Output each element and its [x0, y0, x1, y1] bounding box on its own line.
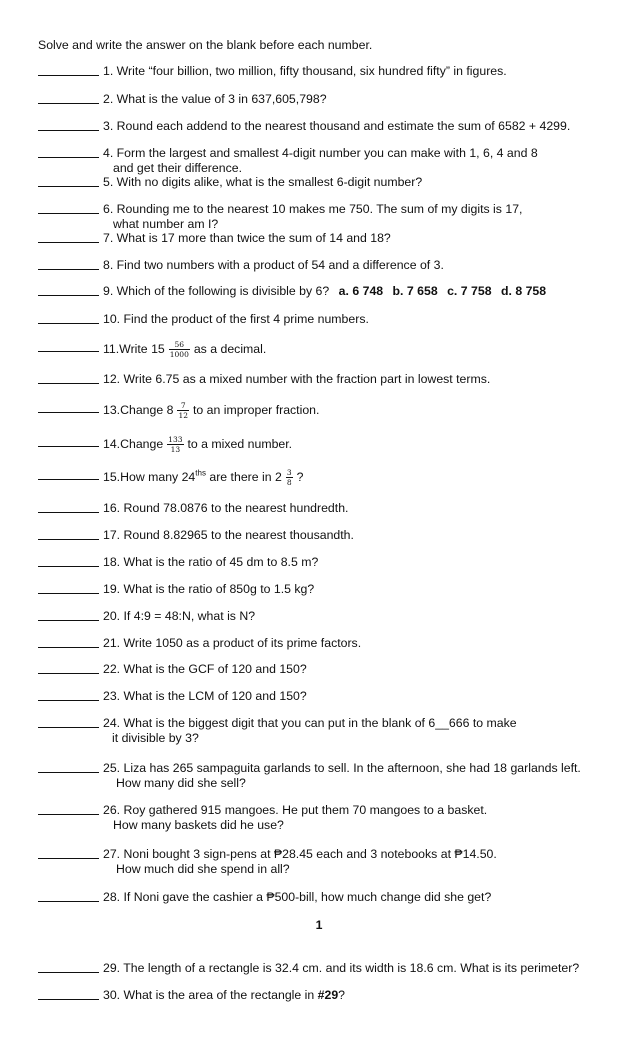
question-text-pre: 14.Change: [103, 436, 164, 451]
answer-blank-7[interactable]: [38, 242, 99, 243]
question-text-post: as a decimal.: [193, 341, 267, 356]
question-11: [38, 340, 602, 359]
fraction-numerator: 56: [169, 340, 190, 350]
question-7: [38, 231, 602, 246]
question-8: [38, 258, 602, 273]
question-15: [38, 468, 602, 487]
fraction-denominator: 8: [286, 478, 292, 487]
question-22: [38, 662, 602, 677]
question-text-pre: 15.How many 24: [103, 469, 196, 484]
option-c: c. 7 758: [447, 284, 492, 298]
question-26: [38, 803, 602, 833]
question-text-continued: How much did she spend in all?: [116, 862, 290, 876]
fraction-numerator: 133: [168, 435, 183, 444]
question-9: [38, 284, 602, 299]
answer-blank-6[interactable]: [38, 213, 99, 214]
answer-blank-5[interactable]: [38, 186, 99, 187]
question-text: 4. Form the largest and smallest 4-digit number you can make with 1, 6, 4 and 8: [103, 146, 538, 160]
question-18: [38, 555, 602, 570]
question-text: 6. Rounding me to the nearest 10 makes me 750. The sum of my digits is 17,: [103, 202, 523, 216]
question-text: 21. Write 1050 as a product of its prime factors.: [103, 636, 362, 650]
question-text: 28. If Noni gave the cashier a ₱500-bill, how much change did she get?: [103, 890, 492, 904]
question-text: 10. Find the product of the first 4 prime numbers.: [103, 312, 369, 326]
question-20: [38, 609, 602, 624]
question-text: 5. With no digits alike, what is the smallest 6-digit number?: [103, 175, 423, 189]
question-reference: #29: [317, 988, 339, 1002]
question-text: 17. Round 8.82965 to the nearest thousandth.: [103, 528, 354, 542]
superscript: ths: [195, 468, 206, 478]
question-text: 12. Write 6.75 as a mixed number with the fraction part in lowest terms.: [103, 372, 491, 386]
question-29: [38, 961, 602, 976]
fraction-numerator: 7: [177, 401, 189, 411]
fraction: [177, 401, 189, 420]
fraction-denominator: 13: [170, 445, 181, 454]
answer-blank-26[interactable]: [38, 814, 99, 815]
answer-blank-14[interactable]: [38, 446, 99, 447]
answer-blank-19[interactable]: [38, 593, 99, 594]
question-28: [38, 890, 602, 905]
question-23: [38, 689, 602, 704]
answer-blank-20[interactable]: [38, 620, 99, 621]
question-24: [38, 716, 602, 746]
fraction-numerator: 3: [286, 468, 292, 477]
instructions: Solve and write the answer on the blank before each number.: [38, 38, 373, 52]
fraction-denominator: 1000: [169, 350, 189, 359]
question-13: [38, 401, 602, 420]
question-30: [38, 988, 602, 1003]
question-text-continued: How many baskets did he use?: [113, 818, 284, 832]
question-4: [38, 146, 602, 176]
option-a: a. 6 748: [338, 284, 384, 298]
question-17: [38, 528, 602, 543]
question-text: 2. What is the value of 3 in 637,605,798?: [103, 92, 327, 106]
answer-blank-3[interactable]: [38, 130, 99, 131]
question-text: 22. What is the GCF of 120 and 150?: [103, 662, 307, 676]
answer-blank-25[interactable]: [38, 772, 99, 773]
fraction: [167, 435, 183, 454]
answer-blank-10[interactable]: [38, 323, 99, 324]
question-text: 16. Round 78.0876 to the nearest hundredth.: [103, 501, 349, 515]
question-text: 26. Roy gathered 915 mangoes. He put them 70 mangoes to a basket.: [103, 803, 488, 817]
answer-blank-21[interactable]: [38, 647, 99, 648]
question-text: [103, 435, 602, 454]
option-d: d. 8 758: [500, 284, 547, 298]
question-text: 19. What is the ratio of 850g to 1.5 kg?: [103, 582, 315, 596]
question-16: [38, 501, 602, 516]
question-19: [38, 582, 602, 597]
question-text-continued: it divisible by 3?: [112, 731, 199, 745]
question-text-continued: How many did she sell?: [116, 776, 246, 790]
answer-blank-27[interactable]: [38, 858, 99, 859]
question-text-post: ?: [338, 988, 346, 1002]
question-text: 20. If 4:9 = 48:N, what is N?: [103, 609, 256, 623]
question-text: 1. Write “four billion, two million, fifty thousand, six hundred fifty” in figures.: [103, 64, 507, 78]
question-text-pre: 11.Write 15: [103, 341, 165, 356]
question-3: [38, 119, 602, 134]
question-12: [38, 372, 602, 387]
question-stem: 9. Which of the following is divisible by 6?: [103, 284, 330, 298]
question-25: [38, 761, 602, 791]
answer-blank-23[interactable]: [38, 700, 99, 701]
option-b: b. 7 658: [392, 284, 438, 298]
answer-blank-2[interactable]: [38, 103, 99, 104]
question-1: [38, 64, 602, 79]
question-text: [103, 988, 602, 1003]
answer-blank-24[interactable]: [38, 727, 99, 728]
question-text-continued: what number am I?: [113, 217, 219, 231]
question-text-post: to an improper fraction.: [192, 402, 320, 417]
answer-blank-30[interactable]: [38, 999, 99, 1000]
question-2: [38, 92, 602, 107]
question-14: [38, 435, 602, 454]
question-text: 23. What is the LCM of 120 and 150?: [103, 689, 307, 703]
fraction: [286, 468, 293, 487]
question-5: [38, 175, 602, 190]
answer-blank-11[interactable]: [38, 351, 99, 352]
answer-blank-15[interactable]: [38, 479, 99, 480]
answer-blank-29[interactable]: [38, 972, 99, 973]
question-text-mid: are there in 2: [205, 469, 282, 484]
question-10: [38, 312, 602, 327]
question-text: 29. The length of a rectangle is 32.4 cm. and its width is 18.6 cm. What is its perimeter?: [103, 961, 580, 975]
answer-blank-18[interactable]: [38, 566, 99, 567]
question-text-post: to a mixed number.: [187, 436, 293, 451]
answer-blank-12[interactable]: [38, 383, 99, 384]
question-text: [103, 284, 602, 299]
answer-blank-13[interactable]: [38, 412, 99, 413]
page-number: 1: [315, 918, 323, 932]
question-text: [103, 468, 602, 487]
answer-blank-4[interactable]: [38, 157, 99, 158]
question-text: 7. What is 17 more than twice the sum of 14 and 18?: [103, 231, 391, 245]
question-text: 18. What is the ratio of 45 dm to 8.5 m?: [103, 555, 319, 569]
question-6: [38, 202, 602, 232]
fraction: [169, 340, 190, 359]
question-21: [38, 636, 602, 651]
fraction-denominator: 12: [178, 411, 188, 420]
question-text: 8. Find two numbers with a product of 54 and a difference of 3.: [103, 258, 444, 272]
question-text: 24. What is the biggest digit that you can put in the blank of 6__666 to make: [103, 716, 517, 730]
answer-blank-16[interactable]: [38, 512, 99, 513]
question-text: [103, 340, 602, 359]
question-text: 27. Noni bought 3 sign-pens at ₱28.45 each and 3 notebooks at ₱14.50.: [103, 847, 497, 861]
answer-blank-9[interactable]: [38, 295, 99, 296]
question-text-post: ?: [296, 469, 304, 484]
question-text-pre: 13.Change 8: [103, 402, 174, 417]
question-text: [103, 401, 602, 420]
answer-blank-22[interactable]: [38, 673, 99, 674]
question-text: 25. Liza has 265 sampaguita garlands to sell. In the afternoon, she had 18 garlands left.: [103, 761, 581, 775]
question-text-continued: and get their difference.: [113, 161, 242, 175]
question-text-pre: 30. What is the area of the rectangle in: [103, 988, 318, 1002]
question-text: 3. Round each addend to the nearest thousand and estimate the sum of 6582 + 4299.: [103, 119, 571, 133]
question-27: [38, 847, 602, 877]
answer-blank-17[interactable]: [38, 539, 99, 540]
answer-blank-28[interactable]: [38, 901, 99, 902]
answer-blank-8[interactable]: [38, 269, 99, 270]
answer-blank-1[interactable]: [38, 75, 99, 76]
